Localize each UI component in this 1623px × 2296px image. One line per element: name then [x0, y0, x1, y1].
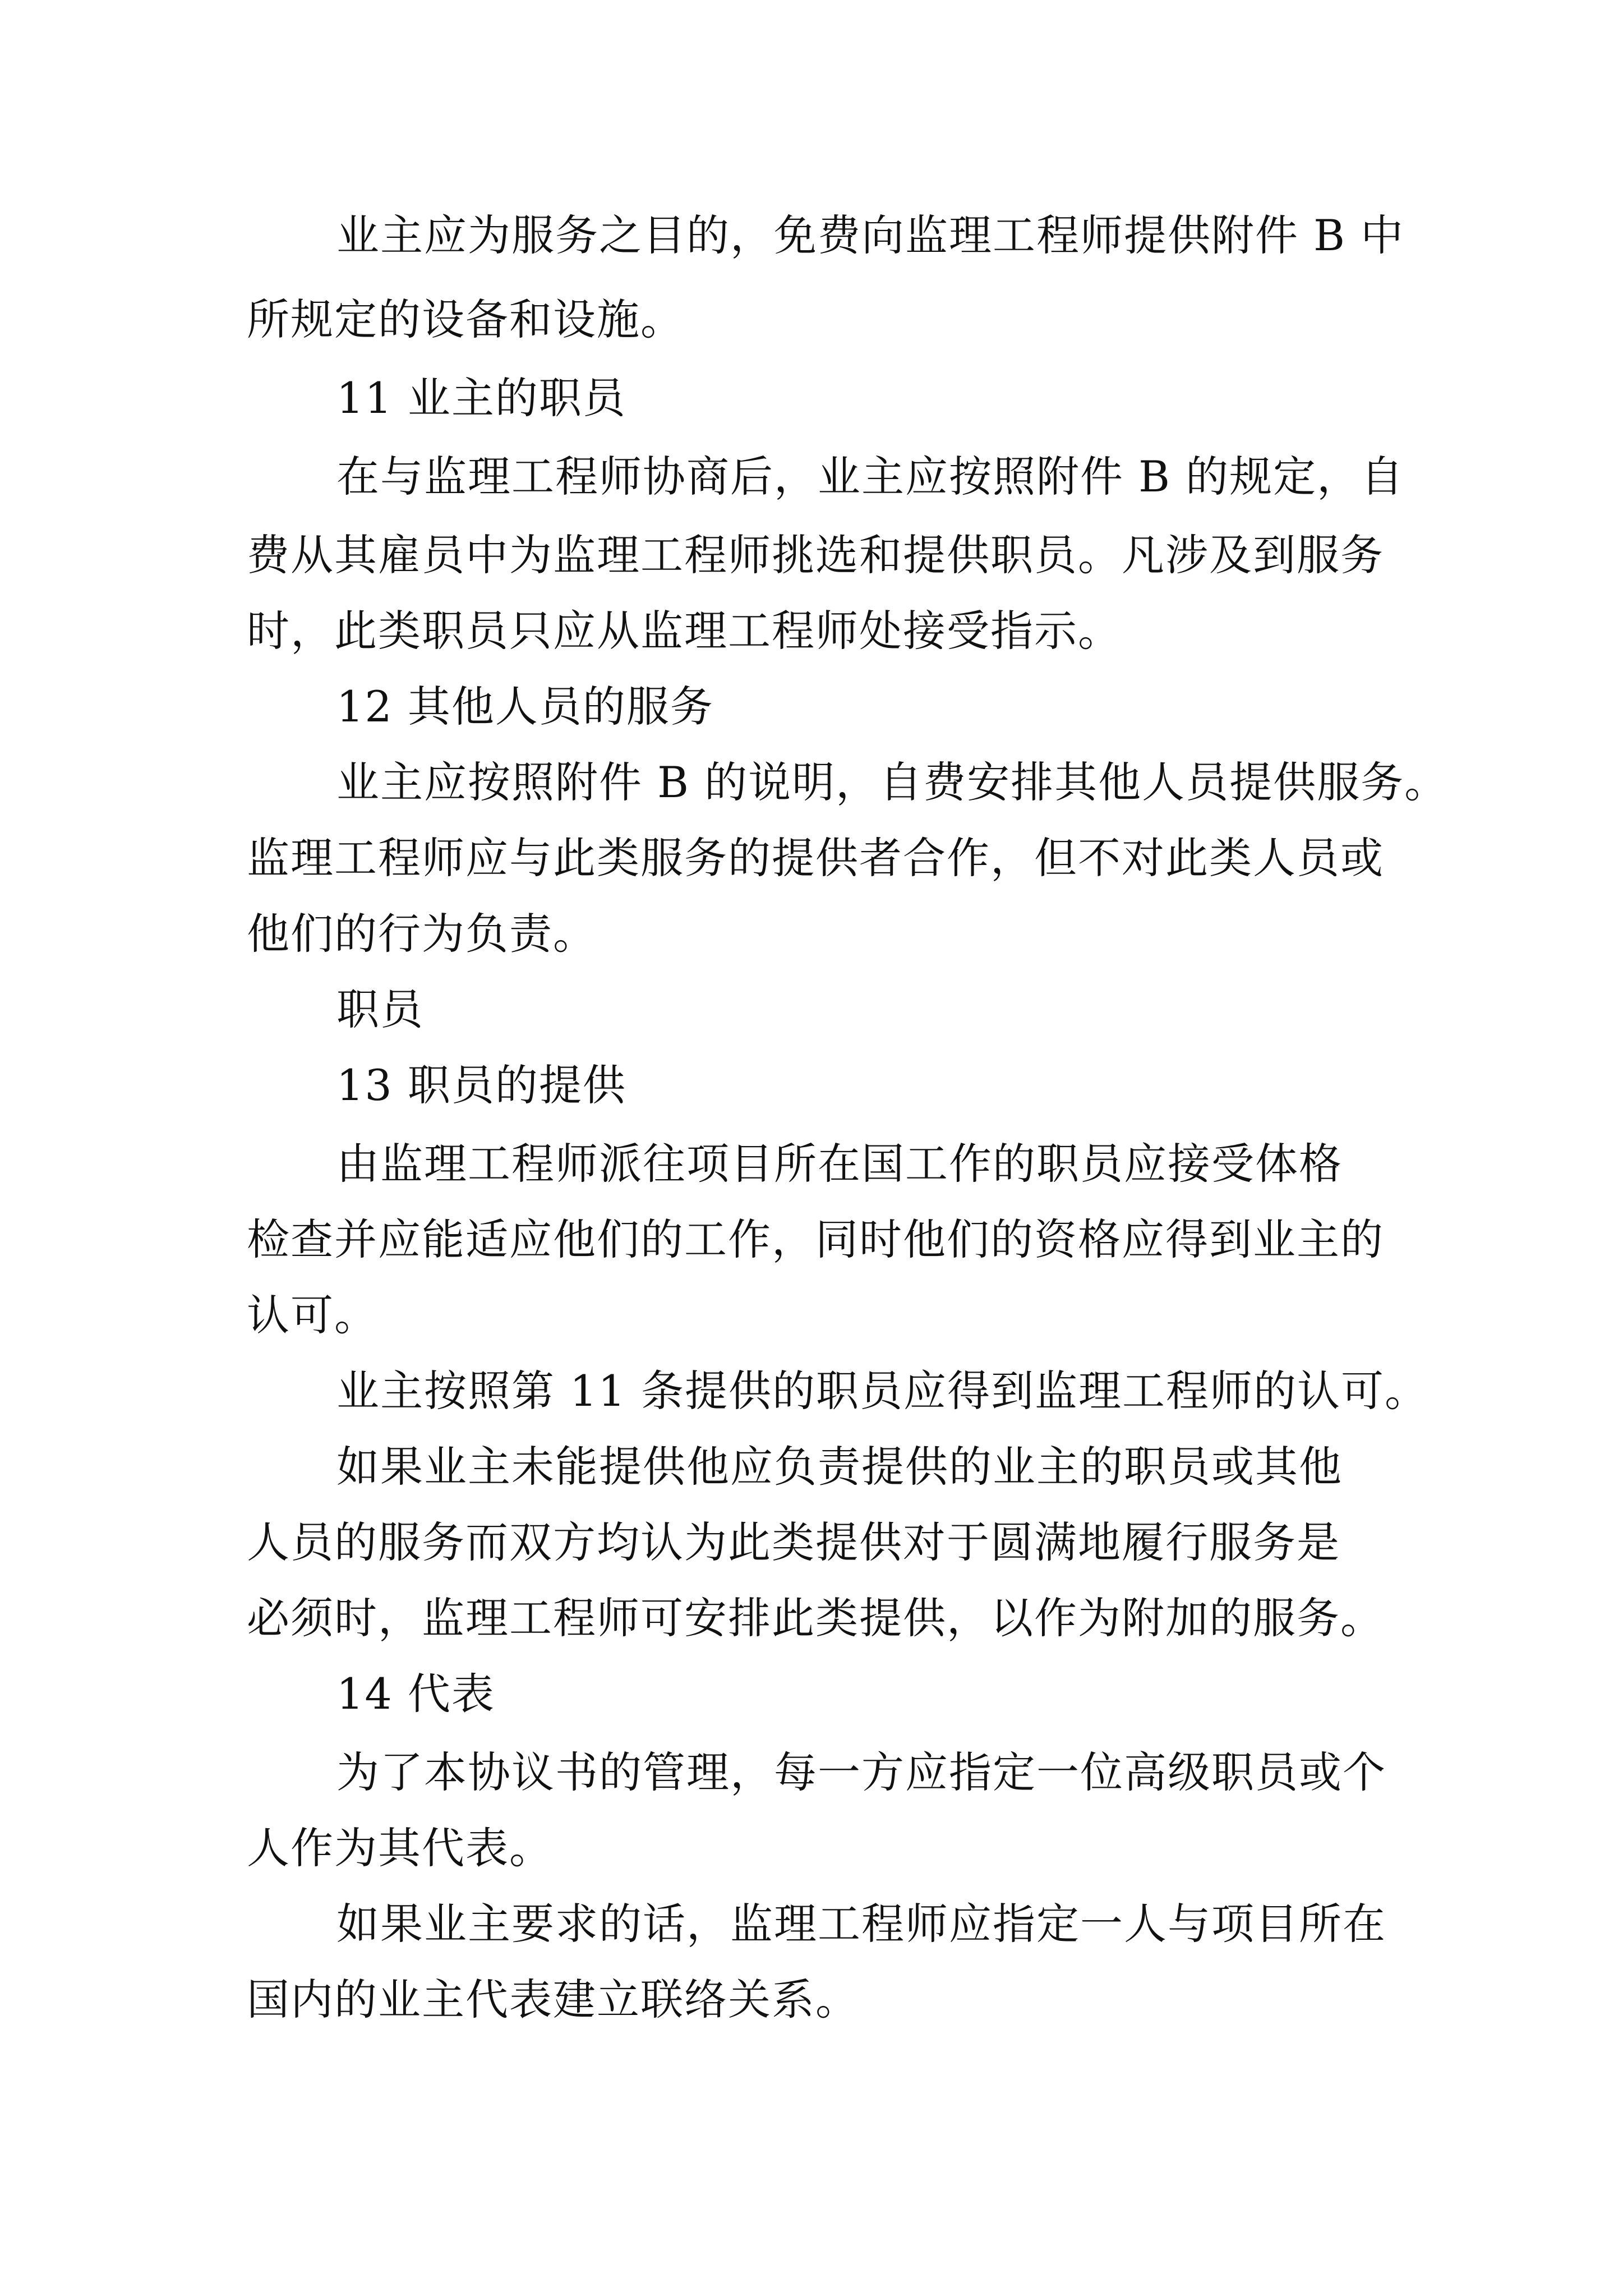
- paragraph-3-line-2: 监理工程师应与此类服务的提供者合作，但不对此类人员或: [247, 833, 1384, 883]
- paragraph-7-line-1: 为了本协议书的管理，每一方应指定一位高级职员或个: [336, 1747, 1386, 1797]
- paragraph-6-line-2: 人员的服务而双方均认为此类提供对于圆满地履行服务是: [247, 1517, 1340, 1567]
- paragraph-3-line-3: 他们的行为负责。: [247, 909, 597, 959]
- paragraph-4-line-1: 由监理工程师派往项目所在国工作的职员应接受体格: [336, 1139, 1343, 1189]
- paragraph-3-line-1: 业主应按照附件 B 的说明，自费安排其他人员提供服务。: [336, 757, 1449, 807]
- section-heading-14: 14 代表: [336, 1669, 495, 1719]
- paragraph-4-line-3: 认可。: [247, 1290, 378, 1340]
- paragraph-8-line-1: 如果业主要求的话，监理工程师应指定一人与项目所在: [336, 1899, 1386, 1949]
- paragraph-1-line-1: 业主应为服务之目的，免费向监理工程师提供附件 B 中: [336, 210, 1405, 260]
- paragraph-8-line-2: 国内的业主代表建立联络关系。: [247, 1975, 859, 2024]
- section-heading-13: 13 职员的提供: [336, 1060, 626, 1110]
- paragraph-2-line-2: 费从其雇员中为监理工程师挑选和提供职员。凡涉及到服务: [247, 530, 1384, 580]
- paragraph-2-line-3: 时，此类职员只应从监理工程师处接受指示。: [247, 606, 1122, 656]
- paragraph-1-line-2: 所规定的设备和设施。: [247, 295, 684, 344]
- paragraph-2-line-1: 在与监理工程师协商后，业主应按照附件 B 的规定，自: [336, 452, 1405, 501]
- section-heading-12: 12 其他人员的服务: [336, 682, 714, 731]
- paragraph-7-line-2: 人作为其代表。: [247, 1823, 553, 1873]
- paragraph-5-line-1: 业主按照第 11 条提供的职员应得到监理工程师的认可。: [336, 1366, 1429, 1416]
- paragraph-6-line-1: 如果业主未能提供他应负责提供的业主的职员或其他: [336, 1442, 1343, 1492]
- section-heading-staff: 职员: [336, 984, 424, 1034]
- paragraph-4-line-2: 检查并应能适应他们的工作，同时他们的资格应得到业主的: [247, 1214, 1384, 1264]
- section-heading-11: 11 业主的职员: [336, 373, 626, 423]
- paragraph-6-line-3: 必须时，监理工程师可安排此类提供，以作为附加的服务。: [247, 1593, 1384, 1643]
